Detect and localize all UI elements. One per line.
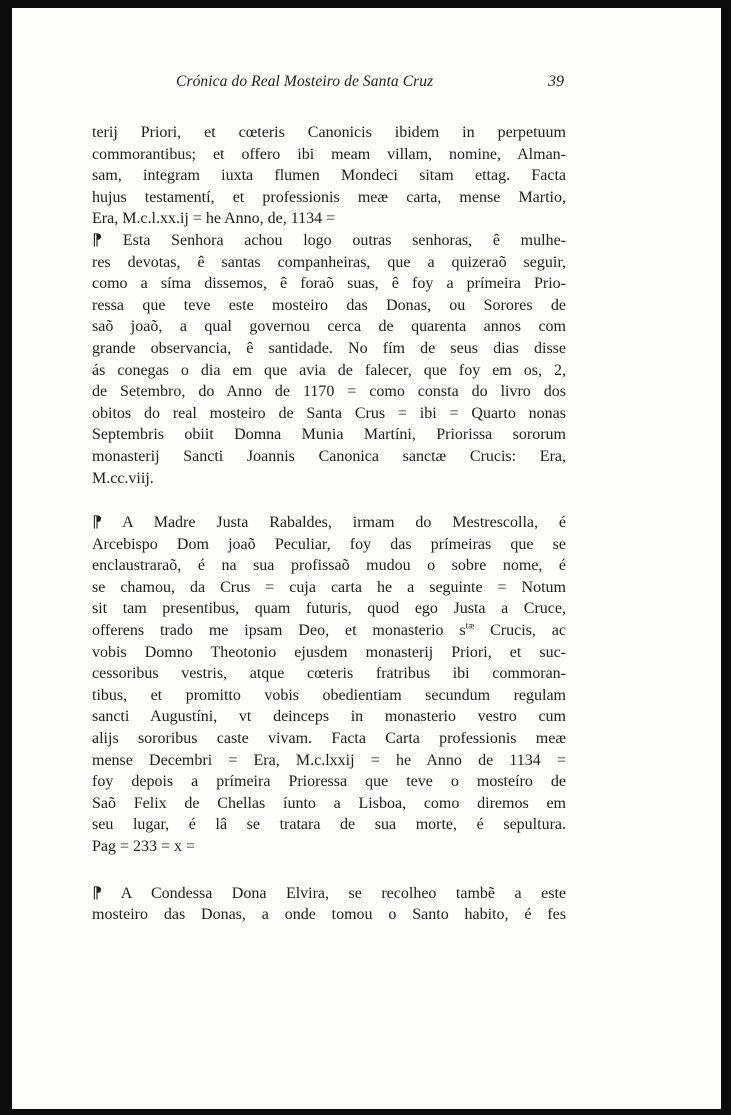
text-line: sancti Augustíni, vt deinceps in monasterio vestro cum <box>92 708 566 726</box>
text-line: ⁋ A Madre Justa Rabaldes, irmam do Mestrescolla, é <box>92 514 566 532</box>
page-number: 39 <box>548 73 564 90</box>
text-line: M.cc.viij. <box>92 469 154 487</box>
text-line: tibus, et promitto vobis obedientiam secundum regulam <box>92 686 566 704</box>
text-line: Pag = 233 = x = <box>92 838 196 855</box>
paragraph-3 <box>92 512 566 858</box>
running-title: Crónica do Real Mosteiro de Santa Cruz <box>176 73 434 90</box>
running-head <box>164 69 564 99</box>
text-line: Era, M.c.l.xx.ij = he Anno, de, 1134 = <box>92 210 336 228</box>
text-line: enclaustraraõ, é na sua profissaõ mudou o sobre nome, é <box>92 557 566 575</box>
text-line <box>92 620 566 642</box>
text-line: grande observancia, ê santidade. No fím de seus dias disse <box>92 339 566 357</box>
text-segment: offerens trado me ipsam Deo, et monasterio s <box>92 622 466 640</box>
text-line: hujus testamentí, et professionis meæ carta, mense Martio, <box>92 188 566 206</box>
text-line: ressa que teve este mosteiro das Donas, ou Sorores de <box>92 296 566 314</box>
paragraph-gap <box>92 489 566 512</box>
scan-border-left <box>0 0 12 1115</box>
superscript: tæ <box>465 620 475 631</box>
text-line: foy depois a prímeira Prioressa que teve o mosteíro de <box>92 773 566 791</box>
text-line: ⁋ Esta Senhora achou logo outras senhoras, ê mulhe- <box>92 231 566 249</box>
text-line: terij Priori, et cœteris Canonicis ibidem in perpetuum <box>92 124 566 141</box>
scan-border-right <box>721 0 731 1115</box>
paragraph-4 <box>92 883 566 926</box>
text-line: cessoribus vestris, atque cœteris fratribus ibi commoran- <box>92 665 566 683</box>
text-line: commorantibus; et offero ibi meam villam, nomine, Alman- <box>92 145 566 163</box>
text-line: saõ joaõ, a qual governou cerca de quarenta annos com <box>92 318 566 336</box>
paragraph-gap <box>92 858 566 883</box>
text-line: Septembris obiit Domna Munia Martíni, Priorissa sororum <box>92 426 566 444</box>
paragraph-1 <box>92 122 566 230</box>
text-line: sit tam presentibus, quam futuris, quod ego Justa a Cruce, <box>92 600 566 618</box>
text-line: de Setembro, do Anno de 1170 = como consta do livro dos <box>92 383 566 401</box>
text-line: seu lugar, é lâ se tratara de sua morte, é sepultura. <box>92 816 566 834</box>
text-segment: Crucis, ac <box>474 622 566 640</box>
paragraph-2 <box>92 230 566 489</box>
text-line: alijs sororibus caste vivam. Facta Carta professionis meæ <box>92 730 566 748</box>
text-line: Arcebispo Dom joaõ Peculiar, foy das prímeiras que se <box>92 535 566 553</box>
text-line: obitos do real mosteiro de Santa Crus = ibi = Quarto nonas <box>92 404 566 422</box>
text-line: ⁋ A Condessa Dona Elvira, se recolheo tambẽ a este <box>92 884 566 902</box>
scan-border-top <box>0 0 731 8</box>
text-line: vobis Domno Theotonio ejusdem monasterij Priori, et suc- <box>92 643 566 661</box>
text-line: sam, integram iuxta flumen Mondeci sitam ettag. Facta <box>92 167 566 185</box>
text-line: ás conegas o dia em que avia de falecer, que foy em os, 2, <box>92 361 566 379</box>
text-line: como a síma dissemos, ê foraõ suas, ê foy a prímeira Prio- <box>92 275 566 293</box>
text-line: Saõ Felix de Chellas íunto a Lisboa, como diremos em <box>92 794 566 812</box>
body-text <box>92 122 566 926</box>
text-line: mosteiro das Donas, a onde tomou o Santo habito, é fes <box>92 906 566 924</box>
scan-border-bottom <box>0 1109 731 1115</box>
text-line: res devotas, ê santas companheiras, que a quizeraõ seguir, <box>92 253 566 271</box>
text-line: se chamou, da Crus = cuja carta he a seguinte = Notum <box>92 578 566 596</box>
text-line: monasterij Sancti Joannis Canonica sanctæ Crucis: Era, <box>92 447 566 465</box>
text-line: mense Decembri = Era, M.c.lxxij = he Anno de 1134 = <box>92 751 566 769</box>
